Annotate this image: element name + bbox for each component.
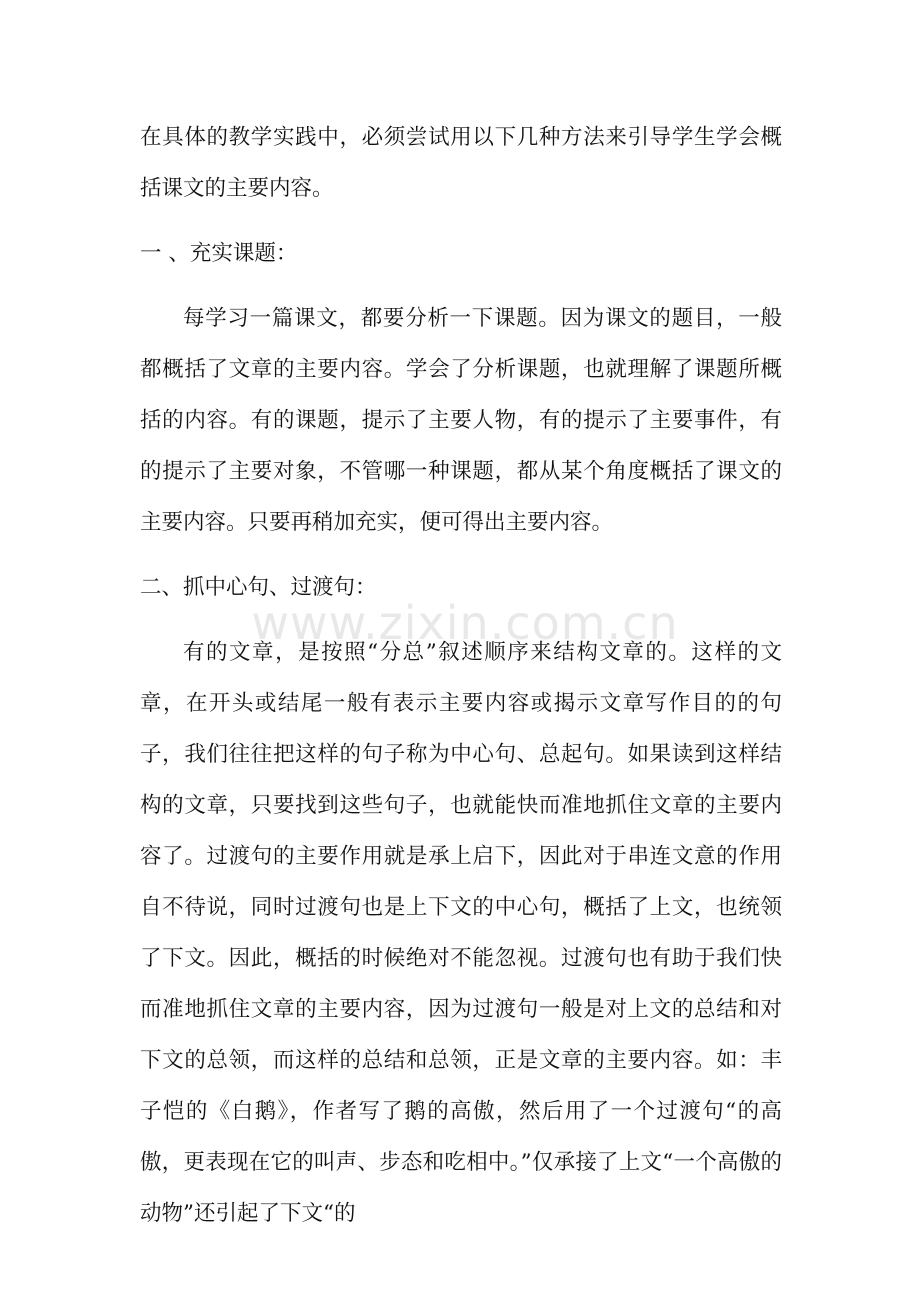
section-heading-1: 一 、充实课题： [140, 241, 298, 266]
section-2-paragraph: 有的文章，是按照“分总”叙述顺序来结构文章的。这样的文章，在开头或结尾一般有表示主要内容或揭示文章写作目的的句子，我们往往把这样的句子称为中心句、总起句。如果读到这样结构的文章，只要找到这些句子，也就能快而准地抓住文章的主要内容了。过渡句的主要作用就是承上启下，因此对于串连文意的作用自不待说，同时过渡句也是上下文的中心句，概括了上文，也统领了下文。因此，概括的时候绝对不能忽视。过渡句也有助于我们快而准地抓住文章的主要内容，因为过渡句一般是对上文的总结和对下文的总领，而这样的总结和总领，正是文章的主要内容。如：丰子恺的《白鹅》，作者写了鹅的高傲，然后用了一个过渡句“的高傲，更表现在它的叫声、步态和吃相中。”仅承接了上文“一个高傲的动物”还引起了下文“的 [140, 640, 782, 1226]
section-1-paragraph: 每学习一篇课文，都要分析一下课题。因为课文的题目，一般都概括了文章的主要内容。学会了分析课题，也就理解了课题所概括的内容。有的课题，提示了主要人物，有的提示了主要事件，有的提示了主要对象，不管哪一种课题，都从某个角度概括了课文的主要内容。只要再稍加充实，便可得出主要内容。 [140, 306, 782, 535]
watermark: www.zixin.com.cn [251, 596, 679, 650]
section-heading-2: 二、抓中心句、过渡句： [140, 575, 377, 600]
document-body [140, 112, 782, 1239]
intro-paragraph: 在具体的教学实践中，必须尝试用以下几种方法来引导学生学会概括课文的主要内容。 [140, 125, 782, 201]
